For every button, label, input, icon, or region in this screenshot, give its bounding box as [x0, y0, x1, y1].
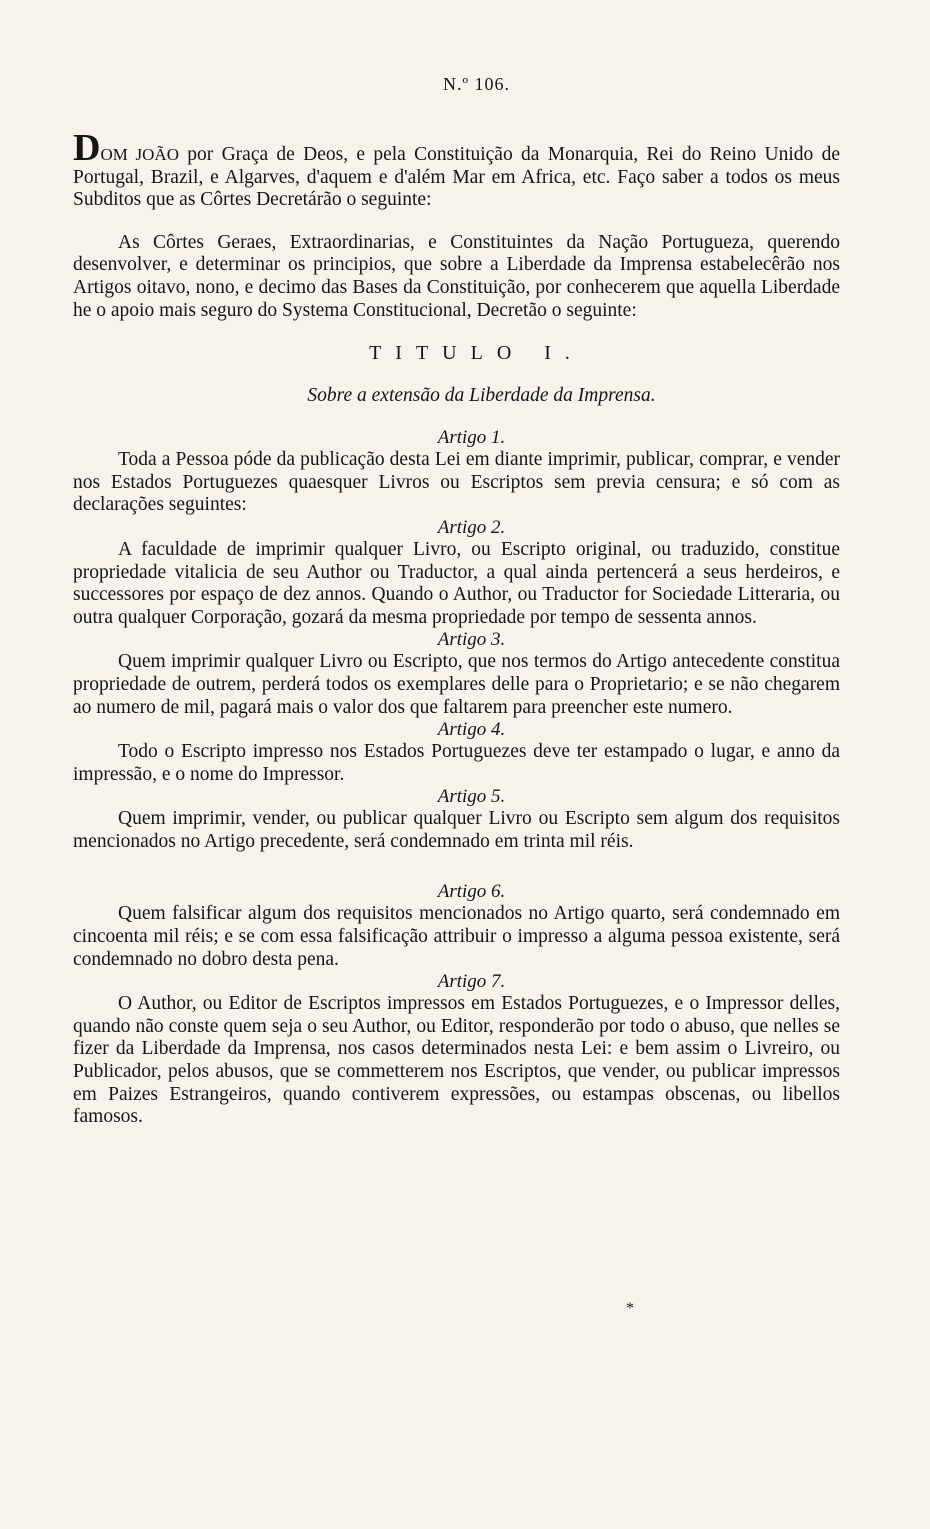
article-1	[73, 427, 840, 517]
article-heading: Artigo 7.	[437, 971, 506, 993]
section-title: TITULO I.	[369, 342, 584, 365]
article-7	[73, 971, 840, 1129]
article-text: O Author, ou Editor de Escriptos impressos em Estados Portuguezes, e o Impressor delles, quando não conste quem seja o seu Author, ou Editor, responderão por todo o abuso, que nelles se fizer da Liberdade da Imprensa, nos casos determinados nesta Lei: e bem assim o Livreiro, ou Publicador, pelos abusos, que se commetterem nos Escriptos, que vender, ou publicar impressos em Paizes Estrangeiros, quando contiverem expressões, ou estampas obscenas, ou libellos famosos.	[73, 993, 840, 1128]
intro-paragraph	[73, 127, 840, 212]
article-text: Todo o Escripto impresso nos Estados Portuguezes deve ter estampado o lugar, e anno da impressão, e o nome do Impressor.	[73, 741, 840, 785]
preamble-paragraph: As Côrtes Geraes, Extraordinarias, e Constituintes da Nação Portugueza, querendo desenvolver, e determinar os principios, que sobre a Liberdade da Imprensa estabelecêrão nos Artigos oitavo, nono, e decimo das Bases da Constituição, por conhecerem que aquella Liberdade he o apoio mais seguro do Systema Constitucional, Decretão o seguinte:	[73, 231, 840, 321]
spacer	[73, 853, 840, 861]
section-subtitle: Sobre a extensão da Liberdade da Imprensa.	[307, 385, 656, 407]
signature-mark: *	[626, 1300, 634, 1317]
article-6	[73, 881, 840, 971]
intro-text: por Graça de Deos, e pela Constituição da Monarquia, Rei do Reino Unido de Portugal, Brazil, e Algarves, d'aquem e d'além Mar em Africa, etc. Faço saber a todos os meus Subditos que as Côrtes Decretárão o seguinte:	[73, 144, 840, 211]
article-heading: Artigo 5.	[437, 786, 506, 808]
article-4	[73, 719, 840, 786]
article-2	[73, 517, 840, 629]
article-heading: Artigo 4.	[437, 719, 506, 741]
page-number: N.º 106.	[442, 74, 511, 94]
article-5	[73, 786, 840, 853]
article-text: Quem falsificar algum dos requisitos mencionados no Artigo quarto, será condemnado em cincoenta mil réis; e se com essa falsificação attribuir o impresso a alguma pessoa existente, será condemnado no dobro desta pena.	[73, 903, 840, 970]
article-text: Quem imprimir qualquer Livro ou Escripto, que nos termos do Artigo antecedente constitua propriedade de outrem, perderá todos os exemplares delle para o Proprietario; e se não chegarem ao numero de mil, pagará mais o valor dos que faltarem para preencher este numero.	[73, 651, 840, 718]
article-heading: Artigo 6.	[437, 881, 506, 903]
article-text: A faculdade de imprimir qualquer Livro, ou Escripto original, ou traduzido, constitue propriedade vitalicia de seu Author ou Traductor, a qual ainda pertencerá a seus herdeiros, e successores por espaço de dez annos. Quando o Author, ou Traductor for Sociedade Litteraria, ou outra qualquer Corporação, gozará da mesma propriedade por tempo de sessenta annos.	[73, 538, 840, 628]
article-text: Quem imprimir, vender, ou publicar qualquer Livro ou Escripto sem algum dos requisitos mencionados no Artigo precedente, será condemnado em trinta mil réis.	[73, 808, 840, 852]
article-heading: Artigo 1.	[437, 427, 506, 449]
drop-cap: D	[73, 127, 101, 169]
article-heading: Artigo 3.	[437, 629, 506, 651]
article-3	[73, 629, 840, 719]
article-text: Toda a Pessoa póde da publicação desta Lei em diante imprimir, publicar, comprar, e vender nos Estados Portuguezes quaesquer Livros ou Escriptos sem previa censura; e só com as declarações seguintes:	[73, 449, 840, 516]
article-heading: Artigo 2.	[437, 516, 506, 538]
king-name: OM JOÃO	[100, 145, 179, 164]
